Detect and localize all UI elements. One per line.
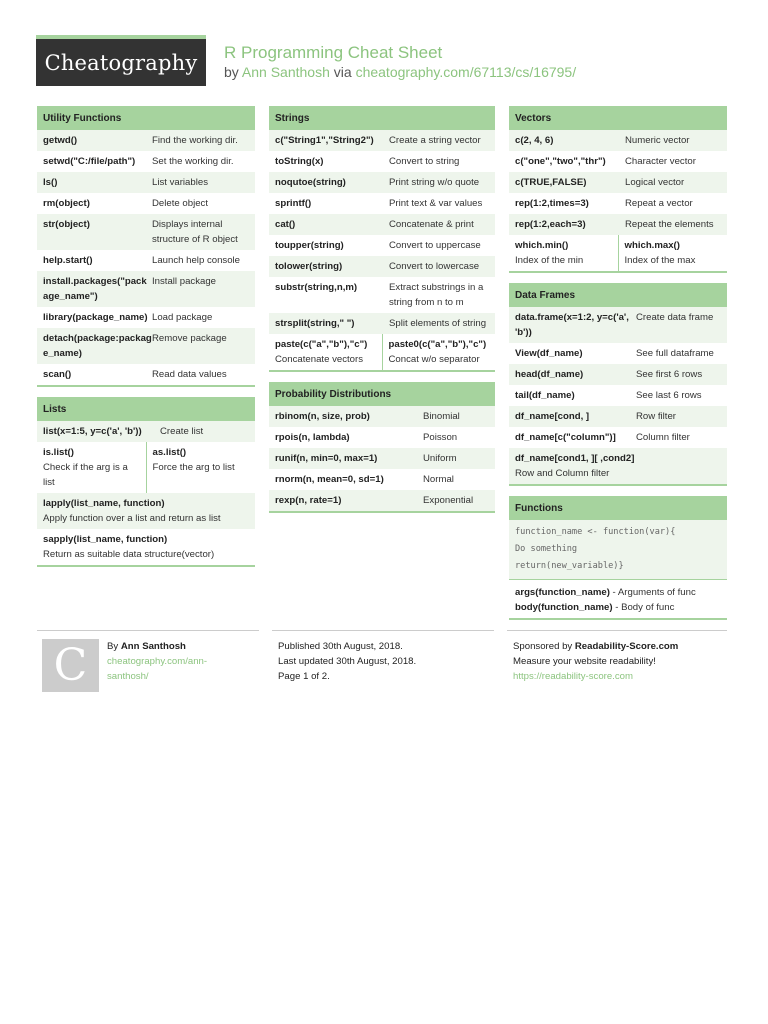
table-row: [509, 172, 727, 193]
cell: [382, 334, 496, 370]
section-title: Data Frames: [509, 283, 727, 307]
data-frames-section: [509, 283, 727, 486]
cell: [618, 235, 728, 271]
table-row: [269, 469, 495, 490]
code-line: function_name <- function(var){: [515, 527, 676, 537]
command: tail(df_name): [515, 390, 575, 401]
table-row: [269, 448, 495, 469]
description: Concatenate vectors: [275, 354, 363, 365]
command: df_name[cond1, ][ ,cond2]: [515, 453, 635, 464]
page-title: R Programming Cheat Sheet: [224, 43, 443, 62]
table-row: [37, 271, 255, 307]
command: list(x=1:5, y=c('a', 'b')): [43, 426, 142, 437]
column-3: [509, 106, 727, 630]
table-row: [509, 214, 727, 235]
description: List variables: [152, 177, 208, 188]
table-row: [37, 529, 255, 565]
author-link[interactable]: Ann Santhosh: [241, 64, 330, 80]
description: Install package: [152, 276, 216, 287]
command: noqutoe(string): [275, 177, 346, 188]
command: rep(1:2,each=3): [515, 219, 586, 230]
command: View(df_name): [515, 348, 583, 359]
column-1: [37, 106, 255, 577]
description: Launch help console: [152, 255, 241, 266]
description: Numeric vector: [625, 135, 690, 146]
cell: [269, 334, 382, 370]
command: tolower(string): [275, 261, 343, 272]
description: Convert to uppercase: [389, 240, 481, 251]
description: Remove package: [152, 333, 227, 344]
description: Extract substrings in a string from n to m: [389, 282, 484, 308]
description: Print string w/o quote: [389, 177, 480, 188]
table-row: [269, 256, 495, 277]
section-title: Functions: [509, 496, 727, 520]
description: Find the working dir.: [152, 135, 238, 146]
command: toString(x): [275, 156, 324, 167]
description: Check if the arg is a list: [43, 462, 128, 488]
command: sapply(list_name, function): [43, 534, 168, 545]
command: df_name[c("column")]: [515, 432, 616, 443]
description: Index of the min: [515, 255, 584, 266]
description: Set the working dir.: [152, 156, 234, 167]
description: Concatenate & print: [389, 219, 474, 230]
strings-section: [269, 106, 495, 372]
table-row: [509, 307, 727, 343]
description: Create a string vector: [389, 135, 481, 146]
command: rbinom(n, size, prob): [275, 411, 370, 422]
description: Split elements of string: [389, 318, 487, 329]
cell: [37, 442, 146, 493]
author-line: [107, 639, 259, 654]
command: library(package_name): [43, 312, 148, 323]
description: - Arguments of func: [609, 587, 696, 598]
via-label: via: [333, 64, 352, 80]
command: rep(1:2,times=3): [515, 198, 589, 209]
command: str(object): [43, 219, 90, 230]
description: - Body of func: [612, 602, 675, 613]
description: Row filter: [636, 411, 676, 422]
command: install.packages("package_name"): [43, 276, 147, 302]
section-title: Vectors: [509, 106, 727, 130]
table-row: [37, 250, 255, 271]
command: head(df_name): [515, 369, 584, 380]
command: body(function_name): [515, 602, 613, 613]
table-row: [509, 151, 727, 172]
code-line: return(new_variable)}: [515, 561, 624, 571]
sponsor-label: Sponsored by: [513, 641, 575, 652]
table-row: [269, 427, 495, 448]
table-row: [37, 172, 255, 193]
description: Displays internal structure of R object: [152, 219, 238, 245]
cell: [509, 235, 618, 271]
body-line: [515, 600, 721, 615]
command: data.frame(x=1:2, y=c('a', 'b')): [515, 312, 629, 338]
cell: [146, 442, 256, 493]
table-row: [269, 172, 495, 193]
table-row: [269, 406, 495, 427]
author-footer: [37, 630, 259, 691]
command: args(function_name): [515, 587, 610, 598]
description: Character vector: [625, 156, 696, 167]
sheet-url-link[interactable]: cheatography.com/67113/cs/16795/: [355, 64, 577, 80]
command: setwd("C:/file/path"): [43, 156, 136, 167]
description: Read data values: [152, 369, 227, 380]
section-title: Lists: [37, 397, 255, 421]
section-title: Utility Functions: [37, 106, 255, 130]
cheatography-logo[interactable]: Cheatography: [36, 35, 206, 86]
code-line: Do something: [515, 544, 578, 554]
updated-date: Last updated 30th August, 2018.: [278, 656, 417, 667]
table-row: [37, 307, 255, 328]
description: Print text & var values: [389, 198, 483, 209]
args-line: [515, 585, 721, 600]
description: Delete object: [152, 198, 208, 209]
description: Normal: [423, 474, 454, 485]
sponsor-url-link[interactable]: https://readability-score.com: [513, 671, 633, 682]
description: Exponential: [423, 495, 474, 506]
table-row: [509, 235, 727, 271]
table-row: [269, 490, 495, 511]
description: Binomial: [423, 411, 460, 422]
table-row: [37, 493, 255, 529]
description: Load package: [152, 312, 213, 323]
description: Convert to string: [389, 156, 460, 167]
table-row: [37, 328, 255, 364]
description: Uniform: [423, 453, 457, 464]
command: scan(): [43, 369, 72, 380]
command: runif(n, min=0, max=1): [275, 453, 378, 464]
by-label: by: [224, 64, 239, 80]
command: c("String1","String2"): [275, 135, 374, 146]
description: Return as suitable data structure(vector): [43, 549, 215, 560]
description: Column filter: [636, 432, 690, 443]
description: Force the arg to list: [152, 462, 235, 473]
table-row: [269, 334, 495, 370]
table-row: [269, 130, 495, 151]
description: See first 6 rows: [636, 369, 703, 380]
table-row: [509, 385, 727, 406]
command: strsplit(string," "): [275, 318, 355, 329]
sponsor-line: [507, 639, 727, 654]
command: paste(c("a","b"),"c"): [275, 339, 368, 350]
author-name[interactable]: Ann Santhosh: [120, 641, 186, 652]
table-row: [37, 442, 255, 493]
command: rnorm(n, mean=0, sd=1): [275, 474, 384, 485]
section-title: Strings: [269, 106, 495, 130]
table-row: [37, 130, 255, 151]
table-row: [509, 364, 727, 385]
table-row: [37, 151, 255, 172]
author-profile-link[interactable]: cheatography.com/ann-: [107, 656, 208, 667]
avatar[interactable]: C: [42, 639, 99, 692]
command: ls(): [43, 177, 58, 188]
table-row: [509, 579, 727, 618]
table-row: [509, 193, 727, 214]
table-row: [269, 235, 495, 256]
command: df_name[cond, ]: [515, 411, 590, 422]
author-info: [107, 639, 259, 684]
table-row: [269, 193, 495, 214]
table-row: [269, 151, 495, 172]
lists-section: [37, 397, 255, 567]
page-number: Page 1 of 2.: [278, 671, 330, 682]
description: Poisson: [423, 432, 458, 443]
sponsor-tagline: Measure your website readability!: [513, 656, 656, 667]
command: rexp(n, rate=1): [275, 495, 342, 506]
command: rpois(n, lambda): [275, 432, 350, 443]
command: cat(): [275, 219, 296, 230]
command: help.start(): [43, 255, 93, 266]
command: as.list(): [152, 447, 187, 458]
table-row: [269, 313, 495, 334]
byline: [224, 64, 576, 80]
description: Repeat the elements: [625, 219, 714, 230]
publish-footer: [272, 630, 494, 684]
command: c("one","two","thr"): [515, 156, 606, 167]
command: sprintf(): [275, 198, 312, 209]
command: lapply(list_name, function): [43, 498, 165, 509]
table-row: [37, 214, 255, 250]
table-row: [509, 130, 727, 151]
description: See full dataframe: [636, 348, 714, 359]
utility-functions-section: [37, 106, 255, 387]
table-row: [509, 427, 727, 448]
table-row: [37, 193, 255, 214]
description: Concat w/o separator: [388, 354, 480, 365]
table-row: [509, 343, 727, 364]
table-row: [509, 448, 727, 484]
published-date: Published 30th August, 2018.: [278, 641, 403, 652]
command: is.list(): [43, 447, 74, 458]
command: substr(string,n,m): [275, 282, 358, 293]
section-title: Probability Distributions: [269, 382, 495, 406]
column-2: [269, 106, 495, 523]
table-row: [269, 214, 495, 235]
sponsor-name[interactable]: Readability-Score.com: [574, 641, 679, 652]
command: rm(object): [43, 198, 90, 209]
table-row: [37, 421, 255, 442]
sponsor-footer: [507, 630, 727, 684]
description: Apply function over a list and return as list: [43, 513, 221, 524]
command: c(2, 4, 6): [515, 135, 554, 146]
description: Create list: [160, 426, 204, 437]
table-row: [37, 364, 255, 385]
functions-section: [509, 496, 727, 620]
command: c(TRUE,FALSE): [515, 177, 587, 188]
description: Create data frame: [636, 312, 714, 323]
command: which.max(): [624, 240, 680, 251]
by-label: By: [107, 641, 119, 652]
table-row: [509, 406, 727, 427]
description: Index of the max: [624, 255, 696, 266]
code-block: [509, 520, 727, 579]
probability-distributions-section: [269, 382, 495, 513]
command: getwd(): [43, 135, 78, 146]
description: Row and Column filter: [515, 468, 610, 479]
description: See last 6 rows: [636, 390, 702, 401]
description: Convert to lowercase: [389, 261, 480, 272]
description: Logical vector: [625, 177, 685, 188]
command: toupper(string): [275, 240, 344, 251]
vectors-section: [509, 106, 727, 273]
command: which.min(): [515, 240, 569, 251]
table-row: [269, 277, 495, 313]
command: paste0(c("a","b"),"c"): [388, 339, 487, 350]
description: Repeat a vector: [625, 198, 693, 209]
author-profile-link-cont[interactable]: santhosh/: [107, 671, 149, 682]
command: detach(package:package_name): [43, 333, 152, 359]
